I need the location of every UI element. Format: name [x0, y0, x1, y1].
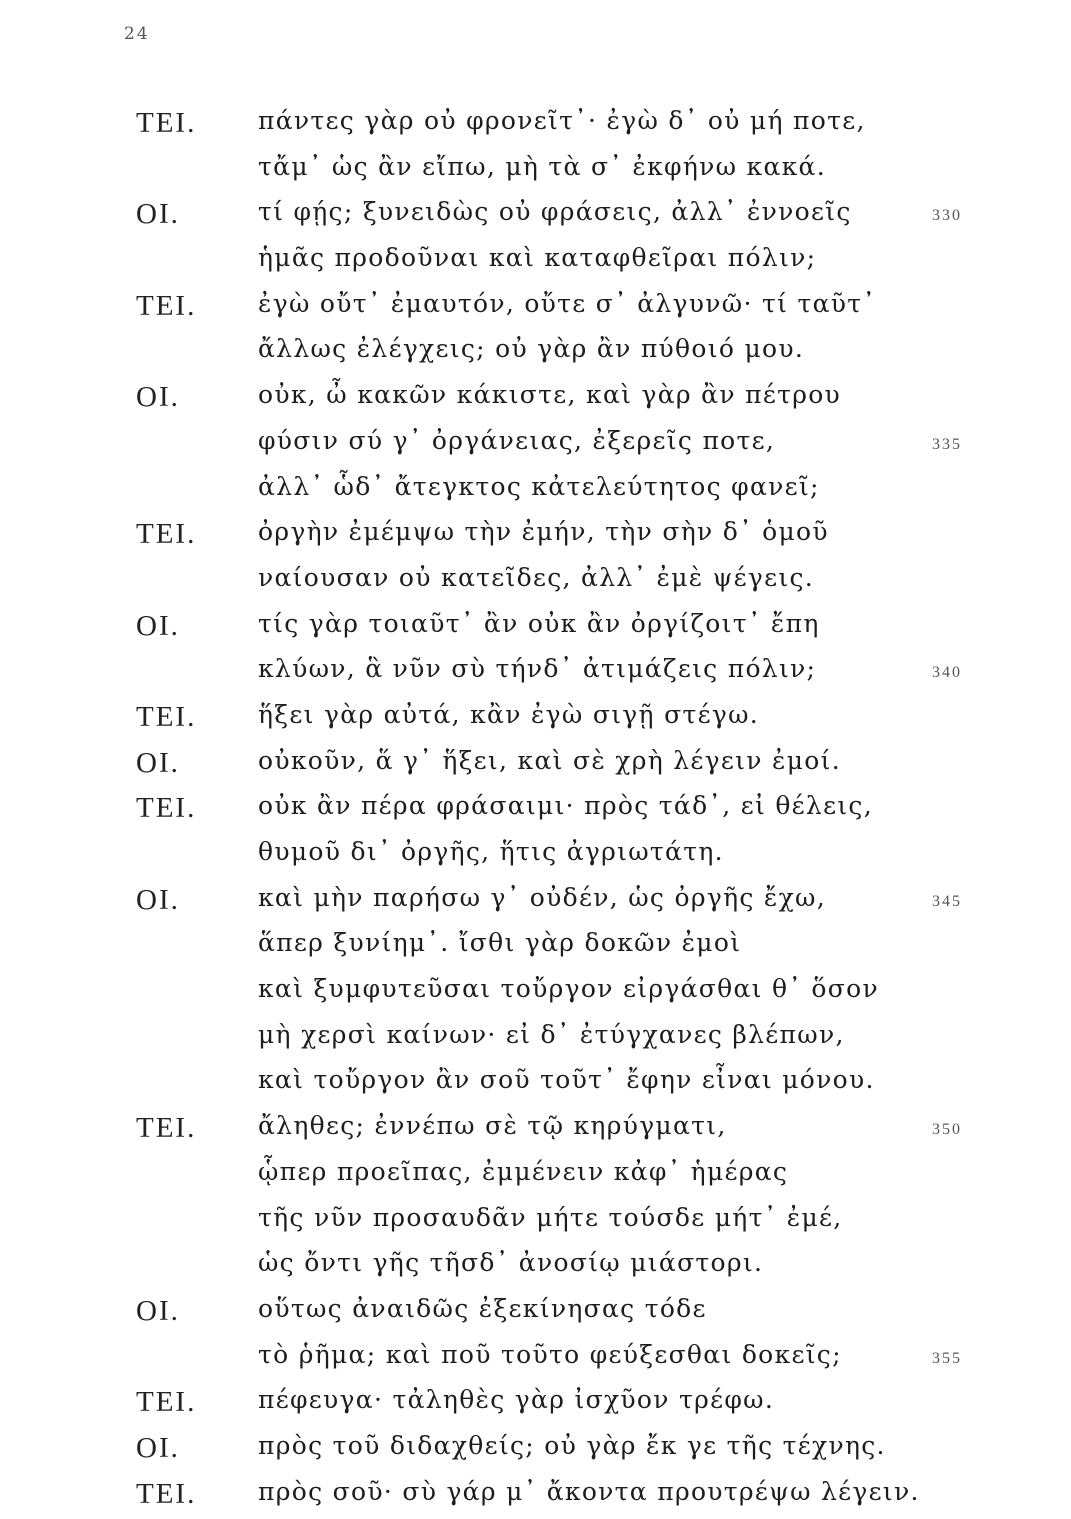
verse-line — [0, 1108, 1071, 1154]
verse-line — [0, 1382, 1071, 1428]
verse-text: καὶ ξυμφυτεῦσαι τοὔργον εἰργάσθαι θ᾽ ὅσον — [258, 974, 879, 1004]
verse-line — [0, 1428, 1071, 1474]
verse-text: ἥξει γὰρ αὐτά, κἂν ἐγὼ σιγῇ στέγω. — [258, 699, 759, 729]
speaker-label: ΟΙ. — [136, 746, 180, 779]
verse-line — [0, 103, 1071, 149]
verse-text: οὐκ ἂν πέρα φράσαιμι· πρὸς τάδ᾽, εἰ θέλεις, — [258, 791, 873, 821]
speaker-label: ΤΕΙ. — [136, 518, 197, 551]
verse-line — [0, 149, 1071, 195]
verse-text: πάντες γὰρ οὐ φρονεῖτ᾽· ἐγὼ δ᾽ οὐ μή ποτε, — [258, 106, 866, 135]
verse-text: ἀλλ᾽ ὧδ᾽ ἄτεγκτος κἀτελεύτητος φανεῖ; — [258, 471, 820, 501]
verse-text: ἐγὼ οὔτ᾽ ἐμαυτόν, οὔτε σ᾽ ἀλγυνῶ· τί ταῦτ᾽ — [258, 288, 877, 318]
verse-line — [0, 743, 1071, 789]
verse-line — [0, 469, 1071, 515]
verse-line — [0, 1062, 1071, 1108]
verse-line — [0, 194, 1071, 240]
verse-line — [0, 377, 1071, 423]
verse-text: ἄληθες; ἐννέπω σὲ τῷ κηρύγματι, — [258, 1111, 727, 1141]
verse-line — [0, 331, 1071, 377]
line-number: 355 — [932, 1349, 962, 1367]
verse-text: οὕτως ἀναιδῶς ἐξεκίνησας τόδε — [258, 1293, 707, 1323]
verse-text: τἄμ᾽ ὡς ἂν εἴπω, μὴ τὰ σ᾽ ἐκφήνω κακά. — [258, 151, 826, 181]
verse-line — [0, 1245, 1071, 1291]
verse-line — [0, 1017, 1071, 1063]
verse-text: ἅπερ ξυνίημ᾽. ἴσθι γὰρ δοκῶν ἐμοὶ — [258, 928, 742, 958]
verse-line — [0, 834, 1071, 880]
verse-text: ὡς ὄντι γῆς τῆσδ᾽ ἀνοσίῳ μιάστορι. — [258, 1248, 764, 1278]
speaker-label: ΤΕΙ. — [136, 700, 197, 733]
speaker-label: ΟΙ. — [136, 198, 180, 231]
verse-text: καὶ μὴν παρήσω γ᾽ οὐδέν, ὡς ὀργῆς ἔχω, — [258, 882, 826, 912]
page-number: 24 — [124, 24, 150, 44]
verse-text: οὐκ, ὦ κακῶν κάκιστε, καὶ γὰρ ἂν πέτρου — [258, 380, 842, 410]
speaker-label: ΟΙ. — [136, 609, 180, 642]
verse-text: μὴ χερσὶ καίνων· εἰ δ᾽ ἐτύγχανες βλέπων, — [258, 1019, 845, 1049]
verse-text: πέφευγα· τἀληθὲς γὰρ ἰσχῦον τρέφω. — [258, 1385, 775, 1415]
speaker-label: ΟΙ. — [136, 1294, 180, 1327]
speaker-label: ΟΙ. — [136, 883, 180, 916]
verse-text-block — [0, 103, 1071, 1519]
verse-line — [0, 560, 1071, 606]
line-number: 335 — [932, 435, 962, 453]
speaker-label: ΤΕΙ. — [136, 289, 197, 322]
verse-text: τῆς νῦν προσαυδᾶν μήτε τούσδε μήτ᾽ ἐμέ, — [258, 1202, 843, 1232]
verse-text: θυμοῦ δι᾽ ὀργῆς, ἥτις ἀγριωτάτη. — [258, 837, 724, 866]
speaker-label: ΤΕΙ. — [136, 107, 197, 139]
verse-line — [0, 514, 1071, 560]
speaker-label: ΤΕΙ. — [136, 1477, 197, 1510]
speaker-label: ΤΕΙ. — [136, 1112, 197, 1145]
verse-line — [0, 1200, 1071, 1246]
verse-text: κλύων, ἃ νῦν σὺ τήνδ᾽ ἀτιμάζεις πόλιν; — [258, 654, 817, 684]
verse-text: φύσιν σύ γ᾽ ὀργάνειας, ἐξερεῖς ποτε, — [258, 425, 776, 455]
verse-text: οὐκοῦν, ἅ γ᾽ ἥξει, καὶ σὲ χρὴ λέγειν ἐμοί. — [258, 745, 841, 775]
verse-line — [0, 1154, 1071, 1200]
speaker-label: ΤΕΙ. — [136, 792, 197, 825]
line-number: 345 — [932, 892, 962, 910]
line-number: 330 — [932, 207, 962, 225]
speaker-label: ΤΕΙ. — [136, 1386, 197, 1419]
verse-text: πρὸς σοῦ· σὺ γάρ μ᾽ ἄκοντα προυτρέψω λέγειν. — [258, 1476, 920, 1506]
speaker-label: ΟΙ. — [136, 381, 180, 414]
verse-line — [0, 240, 1071, 286]
verse-text: πρὸς τοῦ διδαχθείς; οὐ γὰρ ἔκ γε τῆς τέχνης. — [258, 1430, 886, 1460]
verse-text: τὸ ῥῆμα; καὶ ποῦ τοῦτο φεύξεσθαι δοκεῖς; — [258, 1339, 842, 1369]
verse-line — [0, 925, 1071, 971]
verse-line — [0, 880, 1071, 926]
verse-line — [0, 286, 1071, 332]
verse-line — [0, 1337, 1071, 1383]
verse-line — [0, 1474, 1071, 1519]
speaker-label: ΟΙ. — [136, 1431, 180, 1464]
verse-line — [0, 1291, 1071, 1337]
verse-text: τί φῄς; ξυνειδὼς οὐ φράσεις, ἀλλ᾽ ἐννοεῖς — [258, 197, 852, 227]
line-number: 340 — [932, 664, 962, 682]
verse-text: ἄλλως ἐλέγχεις; οὐ γὰρ ἂν πύθοιό μου. — [258, 334, 805, 364]
verse-line — [0, 423, 1071, 469]
verse-line — [0, 606, 1071, 652]
verse-line — [0, 971, 1071, 1017]
verse-text: ὀργὴν ἐμέμψω τὴν ἐμήν, τὴν σὴν δ᾽ ὁμοῦ — [258, 517, 829, 547]
verse-text: ναίουσαν οὐ κατεῖδες, ἀλλ᾽ ἐμὲ ψέγεις. — [258, 562, 815, 592]
verse-line — [0, 651, 1071, 697]
verse-line — [0, 697, 1071, 743]
verse-text: τίς γὰρ τοιαῦτ᾽ ἂν οὐκ ἂν ὀργίζοιτ᾽ ἔπη — [258, 608, 820, 638]
verse-text: ἡμᾶς προδοῦναι καὶ καταφθεῖραι πόλιν; — [258, 243, 817, 273]
line-number: 350 — [932, 1121, 962, 1139]
verse-text: καὶ τοὔργον ἂν σοῦ τοῦτ᾽ ἔφην εἶναι μόνου. — [258, 1065, 875, 1095]
verse-text: ᾧπερ προεῖπας, ἐμμένειν κἀφ᾽ ἡμέρας — [258, 1156, 789, 1186]
verse-line — [0, 788, 1071, 834]
